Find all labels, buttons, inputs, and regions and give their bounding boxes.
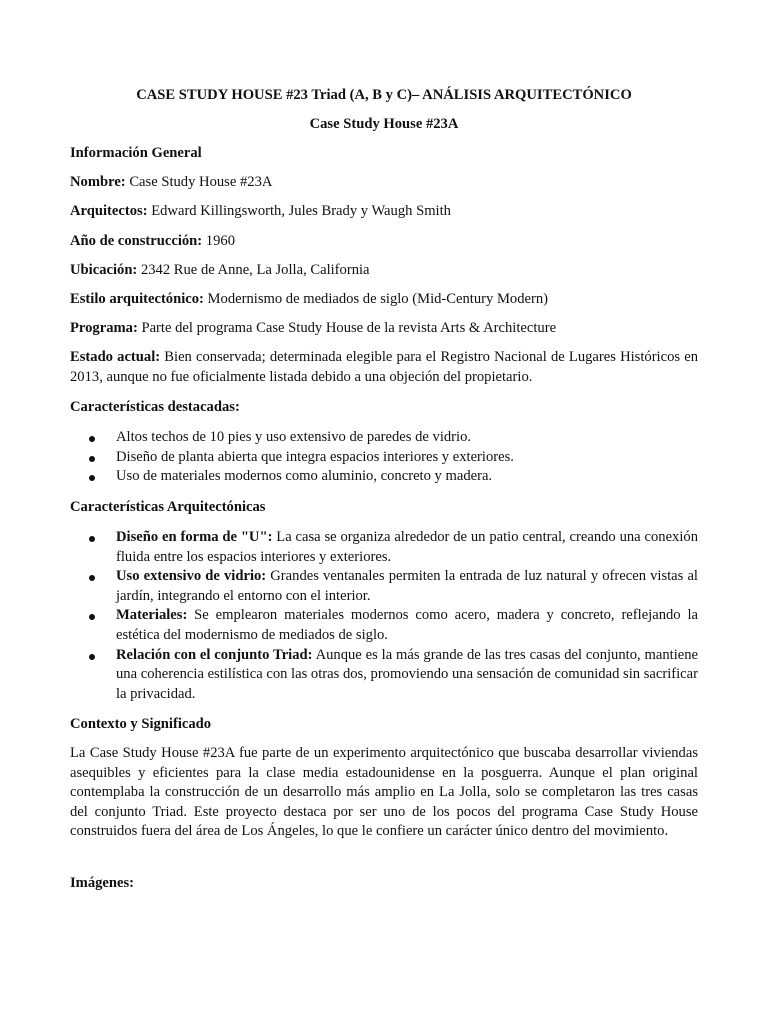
list-item: Relación con el conjunto Triad: Aunque es la más grande de las tres casas del conjunto, mantiene una coherencia estilística con las otras dos, promoviendo una sensación de comunidad sin sacrificar la privacidad. xyxy=(70,646,698,705)
architecture-heading: Características Arquitectónicas xyxy=(70,499,266,515)
highlights-list xyxy=(70,428,698,487)
document-title: CASE STUDY HOUSE #23 Triad (A, B y C)– ANÁLISIS ARQUITECTÓNICO xyxy=(136,87,632,103)
field-style: Estilo arquitectónico: Modernismo de mediados de siglo (Mid-Century Modern) xyxy=(70,291,549,307)
list-item: Uso extensivo de vidrio: Grandes ventanales permiten la entrada de luz natural y ofrecen vistas al jardín, integrando el entorno con el interior. xyxy=(70,567,698,606)
bullet-icon xyxy=(89,456,95,462)
field-name: Nombre: Case Study House #23A xyxy=(70,174,273,190)
field-year: Año de construcción: 1960 xyxy=(70,233,235,249)
field-location: Ubicación: 2342 Rue de Anne, La Jolla, California xyxy=(70,262,370,278)
bullet-icon xyxy=(89,475,95,481)
document-subtitle: Case Study House #23A xyxy=(309,116,459,132)
list-item: Materiales: Se emplearon materiales modernos como acero, madera y concreto, reflejando la estética del modernismo de mediados de siglo. xyxy=(70,606,698,645)
list-item: Uso de materiales modernos como aluminio, concreto y madera. xyxy=(70,467,698,487)
field-program: Programa: Parte del programa Case Study House de la revista Arts & Architecture xyxy=(70,320,557,336)
bullet-icon xyxy=(89,654,95,660)
bullet-icon xyxy=(89,436,95,442)
architecture-list xyxy=(70,528,698,704)
list-item: Altos techos de 10 pies y uso extensivo de paredes de vidrio. xyxy=(70,428,698,448)
images-heading: Imágenes: xyxy=(70,875,135,891)
field-status: Estado actual: Bien conservada; determinada elegible para el Registro Nacional de Lugares Históricos en 2013, aunque no fue oficialmente listada debido a una objeción del propietario. xyxy=(70,349,699,385)
context-heading: Contexto y Significado xyxy=(70,716,212,732)
context-paragraph: La Case Study House #23A fue parte de un experimento arquitectónico que buscaba desarrollar viviendas asequibles y eficientes para la clase media estadounidense en la posguerra. Aunque el plan original contemplaba la construcción de un desarrollo más amplio en La Jolla, solo se completaron las tres casas del conjunto Triad. Este proyecto destaca por ser uno de los pocos del programa Case Study House construidos fuera del área de Los Ángeles, lo que le confiere un carácter único dentro del movimiento. xyxy=(70,745,698,840)
bullet-icon xyxy=(89,575,95,581)
list-item: Diseño de planta abierta que integra espacios interiores y exteriores. xyxy=(70,448,698,468)
highlights-heading: Características destacadas: xyxy=(70,399,240,415)
bullet-icon xyxy=(89,536,95,542)
general-info-heading: Información General xyxy=(70,145,202,161)
bullet-icon xyxy=(89,614,95,620)
list-item: Diseño en forma de "U": La casa se organiza alrededor de un patio central, creando una conexión fluida entre los espacios interiores y exteriores. xyxy=(70,528,698,567)
field-architects: Arquitectos: Edward Killingsworth, Jules Brady y Waugh Smith xyxy=(70,203,451,219)
